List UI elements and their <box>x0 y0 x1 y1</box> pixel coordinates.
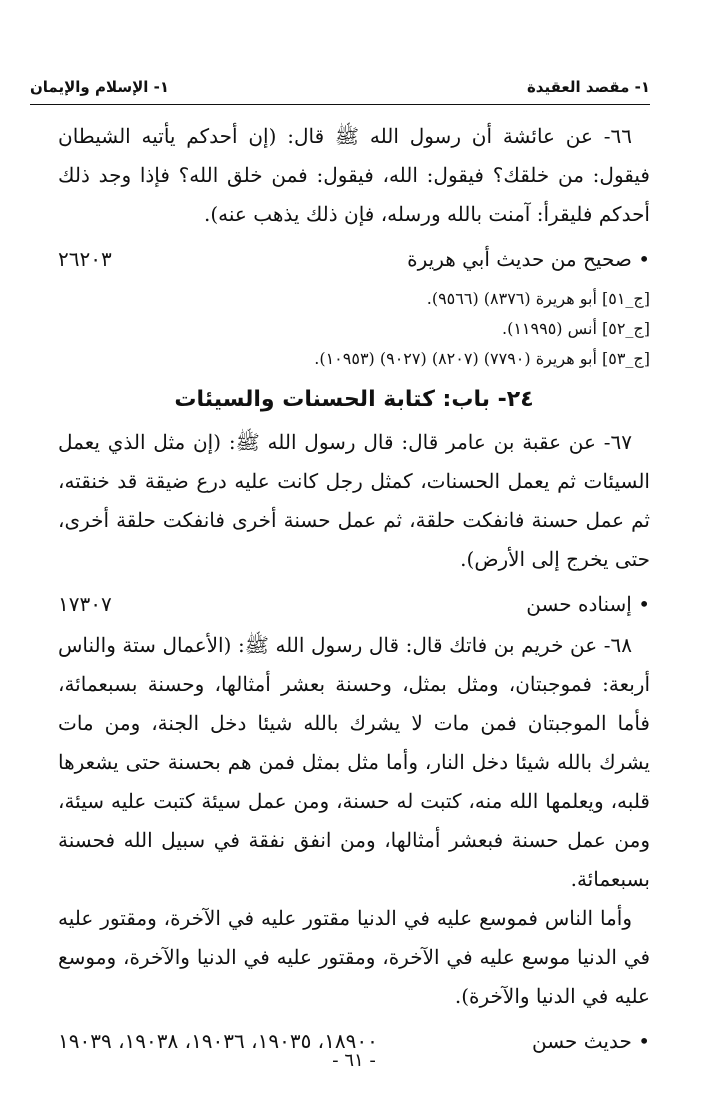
hadith-text: ٦٨- عن خريم بن فاتك قال: قال رسول الله ﷺ: (الأعمال ستة والناس أربعة: فموجبتان، ومثل بمثل، وحسنة بعشر أمثالها، وحسنة بسبعمائة، فأما الموجبتان فمن مات لا يشرك بالله شيئا دخل الجنة، ومن مات يشرك بالله شيئا دخل النار، وأما مثل بمثل فمن هم بحسنة حتى يشعرها قلبه، ويعلمها الله منه، كتبت له حسنة، ومن عمل سيئة كتبت عليه سيئة، ومن عمل حسنة فبعشر أمثالها، ومن انفق نفقة في سبيل الله فحسنة بسبعمائة. <box>58 633 650 891</box>
hadith-66 <box>58 117 650 374</box>
hadith-number: ١٧٣٠٧ <box>58 592 112 616</box>
reference-line: [ج_٥١] أبو هريرة (٨٣٧٦) (٩٥٦٦). <box>426 289 650 308</box>
page-number: - ٦١ - <box>332 1050 376 1071</box>
hadith-references <box>58 284 650 374</box>
hadith-text: ٦٦- عن عائشة أن رسول الله ﷺ قال: (إن أحدكم يأتيه الشيطان فيقول: من خلقك؟ فيقول: الله، فيقول: فمن خلق الله؟ فإذا وجد ذلك أحدكم فليقرأ: آمنت بالله ورسله، فإن ذلك يذهب عنه). <box>58 124 650 226</box>
chapter-title: ٢٤- باب: كتابة الحسنات والسيئات <box>174 387 534 412</box>
hadith-text-continued: وأما الناس فموسع عليه في الدنيا مقتور عليه في الآخرة، ومقتور عليه في الدنيا موسع عليه في الآخرة، ومقتور عليه في الدنيا والآخرة، وموسع عليه في الدنيا والآخرة). <box>58 906 650 1008</box>
hadith-grade: • صحيح من حديث أبي هريرة <box>407 247 650 271</box>
hadith-number: ١٨٩٠٠، ١٩٠٣٥، ١٩٠٣٦، ١٩٠٣٨، ١٩٠٣٩ <box>58 1029 378 1053</box>
hadith-grade-line <box>58 585 650 623</box>
hadith-grade: • إسناده حسن <box>526 592 650 616</box>
hadith-number: ٢٦٢٠٣ <box>58 247 112 271</box>
hadith-68 <box>58 626 650 1060</box>
reference-line: [ج_٥٣] أبو هريرة (٧٧٩٠) (٨٢٠٧) (٩٠٢٧) (١٠٩٥٣). <box>314 349 650 368</box>
hadith-67 <box>58 423 650 623</box>
header-rule <box>30 104 650 105</box>
hadith-grade-line <box>58 240 650 278</box>
page-body <box>58 114 650 1060</box>
hadith-text: ٦٧- عن عقبة بن عامر قال: قال رسول الله ﷺ: (إن مثل الذي يعمل السيئات ثم يعمل الحسنات، كمثل رجل كانت عليه درع ضيقة قد خنقته، ثم عمل حسنة فانفكت حلقة، ثم عمل حسنة أخرى فانفكت حلقة أخرى، حتى يخرج إلى الأرض). <box>58 430 650 571</box>
reference-line: [ج_٥٢] أنس (١١٩٩٥). <box>501 319 650 338</box>
hadith-grade: • حديث حسن <box>531 1029 650 1053</box>
header-chapter-title: ١- الإسلام والإيمان <box>30 78 170 96</box>
running-header <box>30 72 650 100</box>
header-section-title: ١- مقصد العقيدة <box>526 78 650 96</box>
